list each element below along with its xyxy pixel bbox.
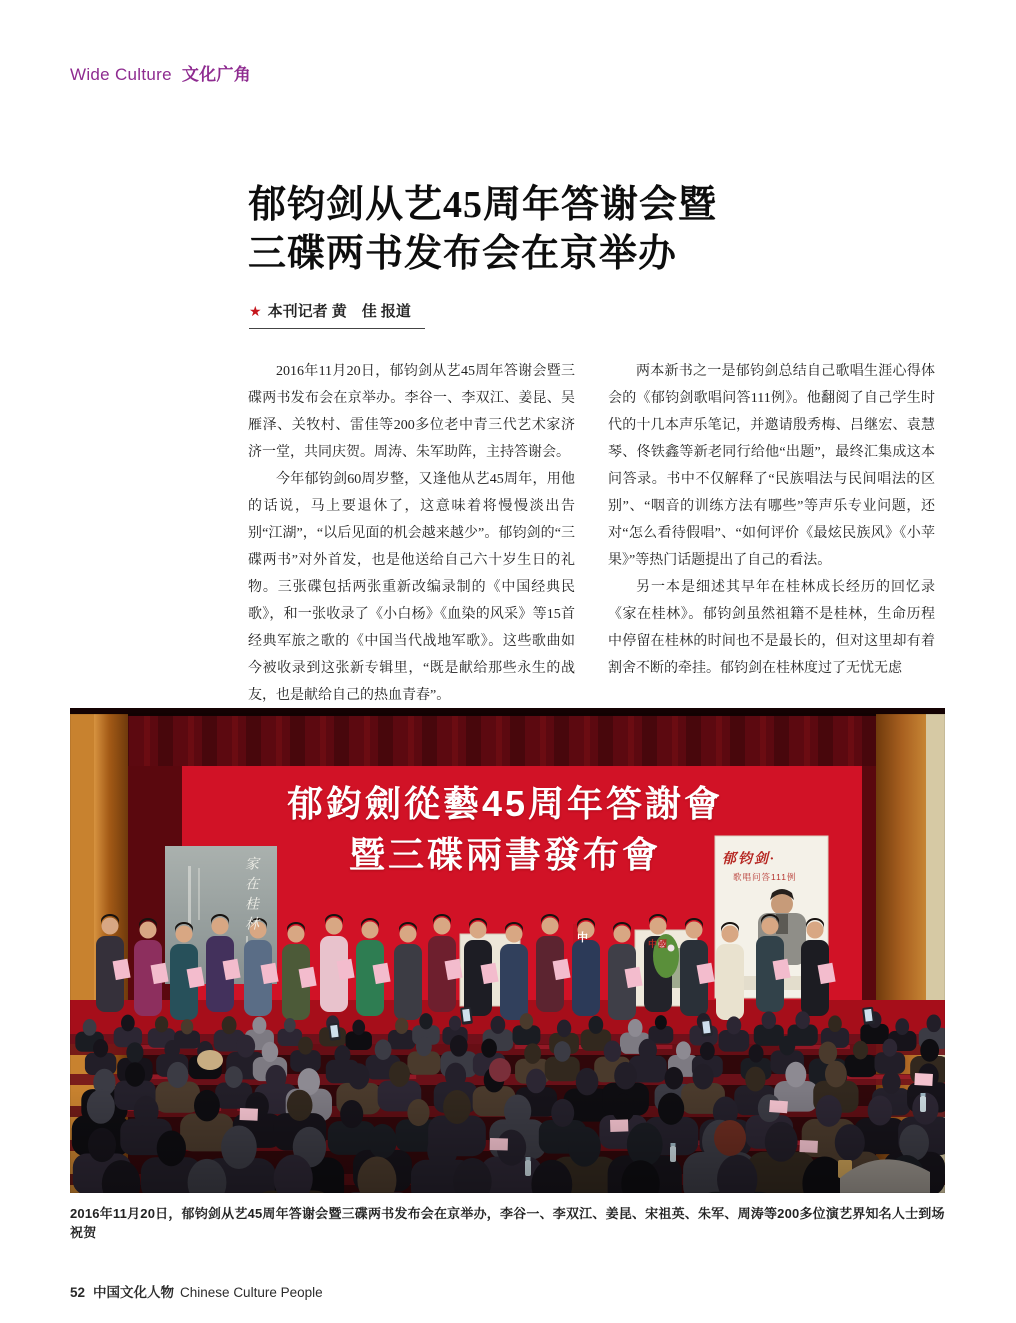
byline-text: 本刊记者 黄 佳 报道 <box>267 303 411 320</box>
page-footer <box>70 1281 323 1301</box>
article-title <box>248 181 717 279</box>
star-icon: ★ <box>249 303 262 319</box>
article-body <box>248 358 936 709</box>
page-number: 52 <box>70 1285 86 1300</box>
stage-banner-line2: 暨三碟兩書發布會 <box>348 834 661 875</box>
article-column-left <box>248 358 575 709</box>
article-title-line2: 三碟两书发布会在京举办 <box>248 233 678 275</box>
section-kicker-en: Wide Culture <box>70 65 172 84</box>
guilin-poster-title: 家在桂林 <box>243 856 258 936</box>
paragraph: 两本新书之一是郁钧剑总结自己歌唱生涯心得体会的《郁钧剑歌唱问答111例》。他翻阅了自己学生时代的十几本声乐笔记，并邀请殷秀梅、吕继宏、袁慧琴、佟铁鑫等新老同行给他“出题”，最终汇集成这本问答录。书中不仅解释了“民族唱法与民间唱法的区别”、“咽音的训练方法有哪些”等声乐专业问题，还对“怎么看待假唱”、“如何评价《最炫民族风》《小苹果》”等热门话题提出了自己的看法。 <box>608 364 935 568</box>
section-kicker <box>70 60 251 85</box>
paragraph: 2016年11月20日，郁钧剑从艺45周年答谢会暨三碟两书发布会在京举办。李谷一、李双江、姜昆、吴雁泽、关牧村、雷佳等200多位老中青三代艺术家济济一堂，共同庆贺。周涛、朱军助阵，主持答谢会。 <box>248 364 575 460</box>
paragraph: 另一本是细述其早年在桂林成长经历的回忆录《家在桂林》。郁钧剑虽然祖籍不是桂林，生命历程中停留在桂林的时间也不是最长的，但对这里却有着割舍不断的牵挂。郁钧剑在桂林度过了无忧无虑 <box>608 580 935 676</box>
magazine-name-zh: 中国文化人物 <box>93 1285 175 1300</box>
book-poster-subtitle: 歌唱问答111例 <box>733 872 797 882</box>
side-banner-text: 中 <box>577 932 588 944</box>
article-title-line1: 郁钧剑从艺45周年答谢会暨 <box>248 184 718 226</box>
stage-banner-line1: 郁鈞劍從藝45周年答謝會 <box>286 783 724 824</box>
display-board-text: 中國 <box>648 939 669 949</box>
event-photo <box>70 708 945 1193</box>
article-column-right <box>608 358 935 709</box>
byline <box>249 300 425 329</box>
photo-caption: 2016年11月20日，郁钧剑从艺45周年答谢会暨三碟两书发布会在京举办，李谷一、李双江、姜昆、宋祖英、朱军、周涛等200多位演艺界知名人士到场祝贺 <box>70 1206 945 1240</box>
book-poster-title: 郁钧剑· <box>722 852 776 867</box>
section-kicker-zh: 文化广角 <box>181 65 252 84</box>
magazine-name-en: Chinese Culture People <box>180 1285 323 1300</box>
paragraph: 今年郁钧剑60周岁整，又逢他从艺45周年，用他的话说，马上要退休了，这意味着将慢慢淡出告别“江湖”，“以后见面的机会越来越少”。郁钧剑的“三碟两书”对外首发，也是他送给自己六十岁生日的礼物。三张碟包括两张重新改编录制的《中国经典民歌》，和一张收录了《小白杨》《血染的风采》等15首经典军旅之歌的《中国当代战地军歌》。这些歌曲如今被收录到这张新专辑里，“既是献给那些永生的战友，也是献给自己的热血青春”。 <box>248 472 575 703</box>
